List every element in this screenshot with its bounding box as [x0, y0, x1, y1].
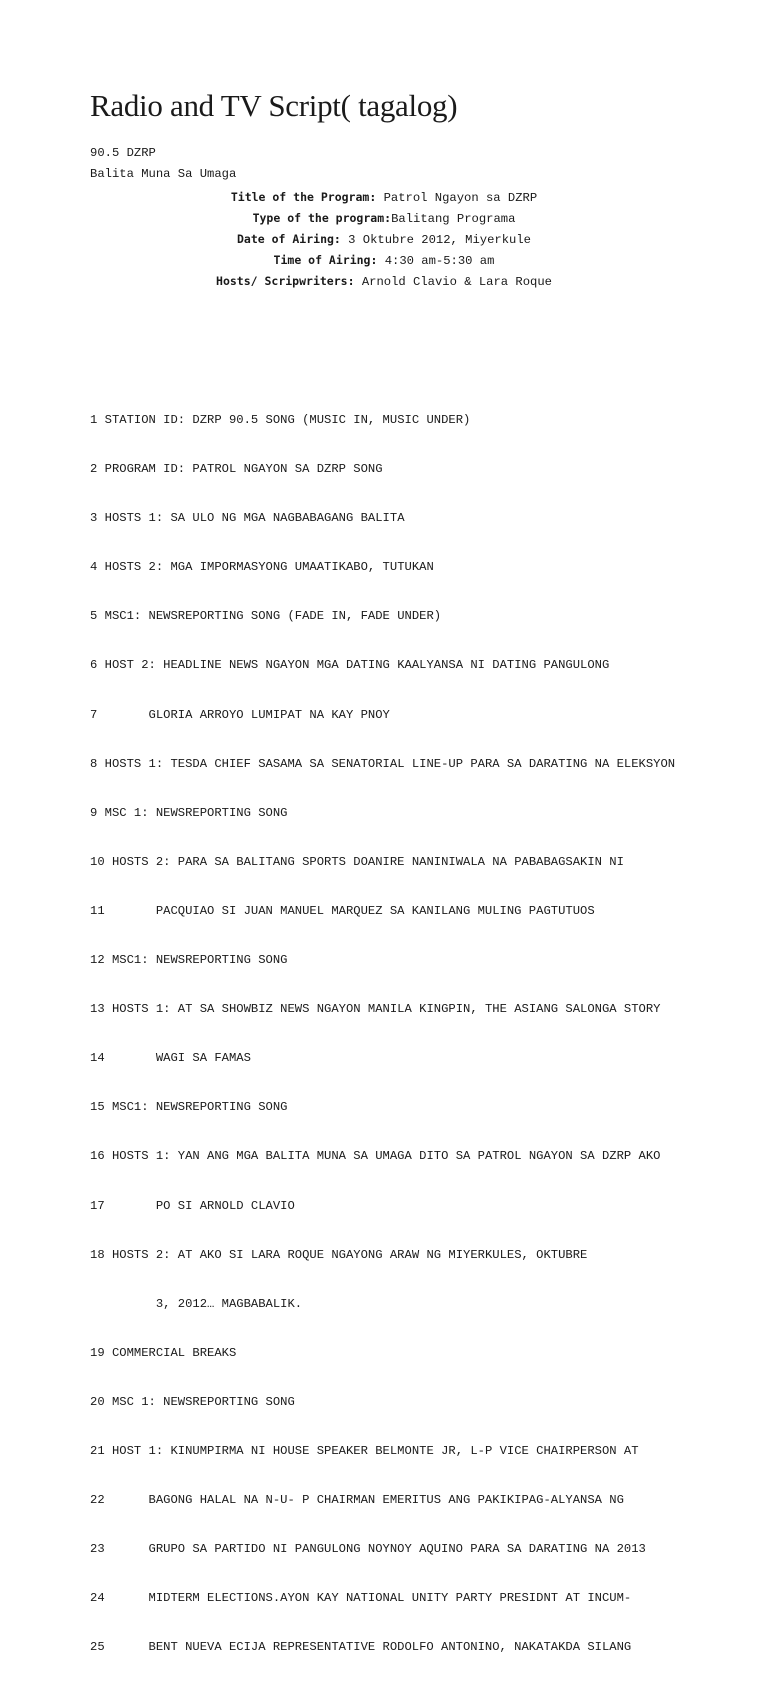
- line-text: GRUPO SA PARTIDO NI PANGULONG NOYNOY AQUINO PARA SA DARATING NA 2013: [148, 1542, 646, 1557]
- line-number: 25: [90, 1640, 105, 1655]
- line-text: PACQUIAO SI JUAN MANUEL MARQUEZ SA KANILANG MULING PAGTUTUOS: [155, 903, 595, 918]
- line-text: MSC 1: NEWSREPORTING SONG: [104, 805, 288, 820]
- meta-label: Date of Airing:: [236, 232, 341, 246]
- meta-label: Time of Airing:: [273, 253, 378, 267]
- script-line: [90, 459, 675, 480]
- line-number: 6: [90, 658, 98, 673]
- line-number: 12: [90, 953, 105, 968]
- meta-label: Hosts/ Scripwriters:: [216, 274, 355, 288]
- script-line: [90, 852, 675, 873]
- script-line: [90, 950, 675, 971]
- line-text: BENT NUEVA ECIJA REPRESENTATIVE RODOLFO ANTONINO, NAKATAKDA SILANG: [148, 1640, 632, 1655]
- line-number: 23: [90, 1542, 105, 1557]
- meta-program-type: [90, 209, 678, 227]
- line-number: 8: [90, 756, 98, 771]
- script-line: [90, 508, 675, 529]
- document-title: Radio and TV Script( tagalog): [90, 88, 458, 123]
- script-line: [90, 1343, 675, 1364]
- line-number: 20: [90, 1394, 105, 1409]
- script-line: [90, 1539, 675, 1560]
- line-number: 19: [90, 1345, 105, 1360]
- script-line: [90, 1441, 675, 1462]
- script-line: [90, 410, 675, 431]
- script-line: [90, 1048, 675, 1069]
- script-line: [90, 1392, 675, 1413]
- script-line: [90, 754, 675, 775]
- line-text: HOSTS 2: AT AKO SI LARA ROQUE NGAYONG ARAW NG MIYERKULES, OKTUBRE: [111, 1247, 588, 1262]
- script-line: [90, 606, 675, 627]
- meta-label: Title of the Program:: [230, 190, 377, 204]
- meta-airing-date: [90, 230, 678, 248]
- script-line: [90, 1097, 675, 1118]
- line-number: 10: [90, 854, 105, 869]
- segment-line: Balita Muna Sa Umaga: [90, 167, 237, 181]
- line-number: 14: [90, 1051, 105, 1066]
- line-text: HOSTS 1: YAN ANG MGA BALITA MUNA SA UMAGA DITO SA PATROL NGAYON SA DZRP AKO: [111, 1149, 661, 1164]
- meta-airing-time: [90, 251, 678, 269]
- line-text: MSC1: NEWSREPORTING SONG (FADE IN, FADE UNDER): [104, 609, 442, 624]
- script-line: [90, 655, 675, 676]
- line-text: COMMERCIAL BREAKS: [111, 1345, 237, 1360]
- script-line: [90, 1294, 675, 1315]
- station-line: 90.5 DZRP: [90, 146, 156, 160]
- meta-program-title: [90, 188, 678, 206]
- script-line: [90, 1588, 675, 1609]
- line-number: 2: [90, 462, 98, 477]
- meta-value: Patrol Ngayon sa DZRP: [376, 191, 538, 205]
- line-number: 9: [90, 805, 98, 820]
- line-text: HOSTS 1: TESDA CHIEF SASAMA SA SENATORIAL LINE-UP PARA SA DARATING NA ELEKSYON: [104, 756, 676, 771]
- line-number: 7: [90, 707, 98, 722]
- meta-hosts: [90, 272, 678, 290]
- meta-value: Arnold Clavio & Lara Roque: [354, 275, 552, 289]
- line-number: 11: [90, 903, 105, 918]
- line-text: MIDTERM ELECTIONS.AYON KAY NATIONAL UNITY PARTY PRESIDNT AT INCUM-: [148, 1591, 632, 1606]
- line-text: HOST 1: KINUMPIRMA NI HOUSE SPEAKER BELMONTE JR, L-P VICE CHAIRPERSON AT: [111, 1443, 639, 1458]
- line-number: 17: [90, 1198, 105, 1213]
- meta-value: Balitang Programa: [391, 212, 516, 226]
- line-number: 4: [90, 560, 98, 575]
- line-number: 24: [90, 1591, 105, 1606]
- line-text: GLORIA ARROYO LUMIPAT NA KAY PNOY: [148, 707, 390, 722]
- script-line: [90, 1637, 675, 1658]
- line-text: MSC 1: NEWSREPORTING SONG: [111, 1394, 295, 1409]
- line-text: MSC1: NEWSREPORTING SONG: [111, 1100, 288, 1115]
- line-text: HOSTS 1: SA ULO NG MGA NAGBABAGANG BALITA: [104, 511, 405, 526]
- meta-label: Type of the program:: [252, 211, 392, 225]
- line-text: MSC1: NEWSREPORTING SONG: [111, 953, 288, 968]
- line-number: 5: [90, 609, 98, 624]
- line-text: PROGRAM ID: PATROL NGAYON SA DZRP SONG: [104, 462, 383, 477]
- script-line: [90, 1196, 675, 1217]
- line-number: 3: [90, 511, 98, 526]
- script-line: [90, 1146, 675, 1167]
- line-text: 3, 2012… MAGBABALIK.: [155, 1296, 303, 1311]
- script-line: [90, 803, 675, 824]
- line-number: 16: [90, 1149, 105, 1164]
- script-line: [90, 1245, 675, 1266]
- line-number: 15: [90, 1100, 105, 1115]
- line-number: 22: [90, 1493, 105, 1508]
- script-lines: [90, 382, 675, 1686]
- line-text: HOSTS 2: MGA IMPORMASYONG UMAATIKABO, TUTUKAN: [104, 560, 434, 575]
- line-text: PO SI ARNOLD CLAVIO: [155, 1198, 295, 1213]
- script-line: [90, 901, 675, 922]
- line-number: 1: [90, 413, 98, 427]
- script-line: [90, 999, 675, 1020]
- line-number: 21: [90, 1443, 105, 1458]
- line-text: HOSTS 2: PARA SA BALITANG SPORTS DOANIRE NANINIWALA NA PABABAGSAKIN NI: [111, 854, 624, 869]
- line-text: BAGONG HALAL NA N-U- P CHAIRMAN EMERITUS ANG PAKIKIPAG-ALYANSA NG: [148, 1493, 624, 1508]
- meta-value: 4:30 am-5:30 am: [377, 254, 495, 268]
- script-line: [90, 705, 675, 726]
- script-line: [90, 557, 675, 578]
- line-text: HOSTS 1: AT SA SHOWBIZ NEWS NGAYON MANILA KINGPIN, THE ASIANG SALONGA STORY: [111, 1002, 661, 1017]
- script-line: [90, 1490, 675, 1511]
- line-text: WAGI SA FAMAS: [155, 1051, 251, 1066]
- line-text: STATION ID: DZRP 90.5 SONG (MUSIC IN, MUSIC UNDER): [104, 413, 471, 427]
- line-text: HOST 2: HEADLINE NEWS NGAYON MGA DATING KAALYANSA NI DATING PANGULONG: [104, 658, 610, 673]
- line-number: 13: [90, 1002, 105, 1017]
- meta-value: 3 Oktubre 2012, Miyerkule: [340, 233, 531, 247]
- line-number: 18: [90, 1247, 105, 1262]
